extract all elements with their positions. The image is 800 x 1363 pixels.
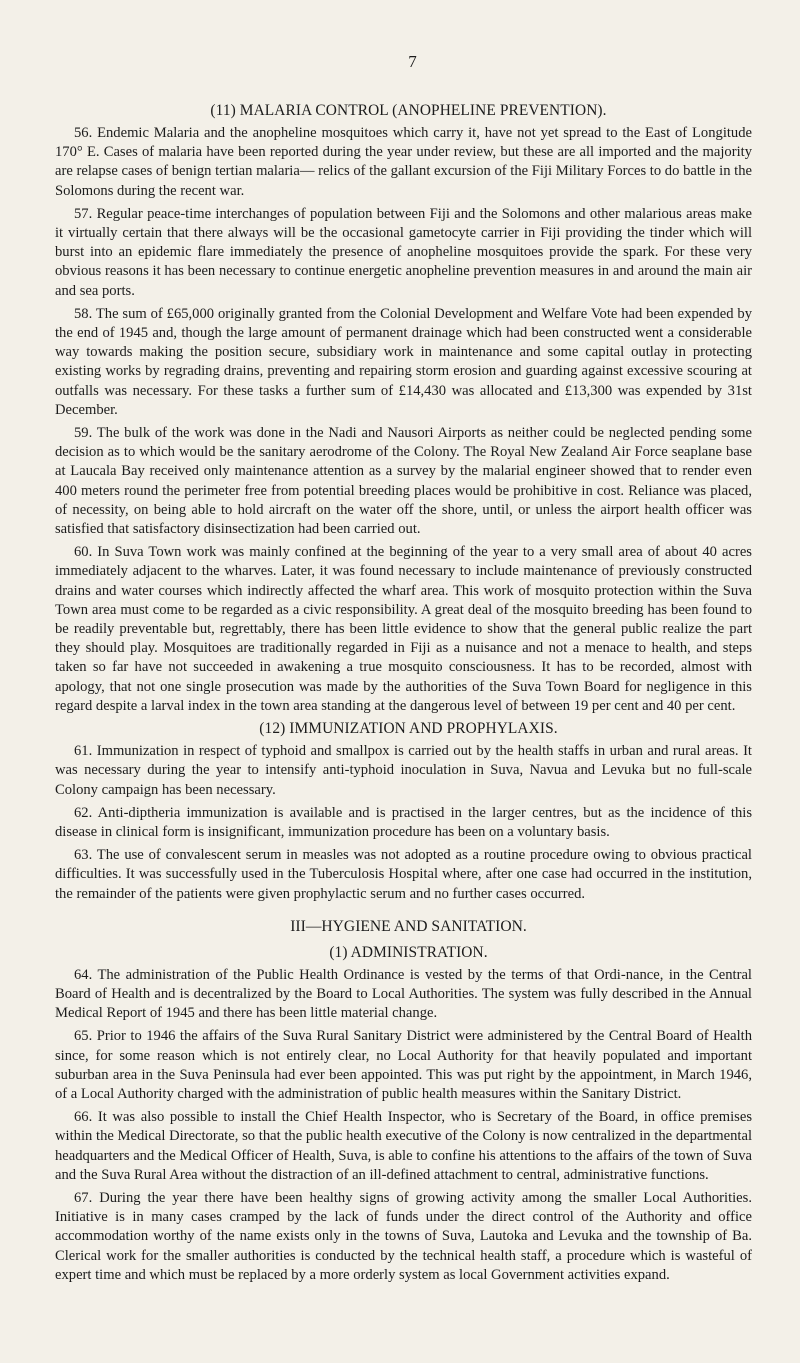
paragraph-61: 61. Immunization in respect of typhoid and smallpox is carried out by the health staffs in urban and rural areas. It was necessary during the year to intensify anti-typhoid inoculation in Suva, Navua and Levuka but no full-scale Colony campaign has been necessary. [55, 743, 752, 798]
section-heading-administration: (1) ADMINISTRATION. [329, 943, 488, 961]
part-heading-hygiene-sanitation: III—HYGIENE AND SANITATION. [290, 917, 527, 935]
paragraph-62: 62. Anti-diptheria immunization is available and is practised in the larger centres, but as the incidence of this disease in clinical form is insignificant, immunization procedure has been on a voluntary basis. [55, 804, 752, 840]
paragraph-65: 65. Prior to 1946 the affairs of the Suva Rural Sanitary District were administered by the Central Board of Health since, for some reason which is not entirely clear, no Local Authority for that heavily populated and important suburban area in the Suva Peninsula had ever been appointed. This was put right by the appointment, in March 1946, of a Local Authority charged with the administration of public health measures within the Sanitary District. [55, 1028, 752, 1102]
paragraph-57: 57. Regular peace-time interchanges of population between Fiji and the Solomons and other malarious areas make it virtually certain that there always will be the occasional gametocyte carrier in Fiji providing the tinder which will burst into an epidemic flare immediately the presence of anopheline mosquitoes provide the spark. For these very obvious reasons it has been necessary to continue energetic anopheline prevention measures in and around the main air and sea ports. [55, 205, 752, 299]
paragraph-67: 67. During the year there have been healthy signs of growing activity among the smaller Local Authorities. Initiative is in many cases cramped by the lack of funds under the direct control of the Authority and office accommodation worthy of the name exists only in the towns of Suva, Lautoka and Levuka and the township of Ba. Clerical work for the smaller authorities is conducted by the technical health staff, a procedure which is wasteful of expert time and which must be replaced by a more orderly system as local Government activities expand. [55, 1189, 752, 1283]
paragraph-60: 60. In Suva Town work was mainly confined at the beginning of the year to a very small area of about 40 acres immediately adjacent to the wharves. Later, it was found necessary to include maintenance of previously constructed drains and water courses which indirectly affected the wharf area. This work of mosquito protection within the Suva Town area must come to be regarded as a civic responsibility. A great deal of the mosquito breeding has been found to be readily preventable but, regrettably, there has been little evidence to show that the general public realize the part they should play. Mosquitoes are traditionally regarded in Fiji as a nuisance and not a menace to health, and steps taken so far have not succeeded in awakening a true mosquito consciousness. It has to be recorded, almost with apology, that not one single prosecution was made by the authorities of the Suva Town Board for negligence in this regard despite a larval index in the town area standing at the dangerous level of between 19 per cent and 40 per cent. [55, 544, 752, 714]
section-heading-malaria-control: (11) MALARIA CONTROL (ANOPHELINE PREVENTION). [210, 102, 607, 119]
page-number: 7 [408, 52, 417, 71]
paragraph-66: 66. It was also possible to install the Chief Health Inspector, who is Secretary of the Board, in office premises within the Medical Directorate, so that the public health executive of the Colony is now centralized in the departmental headquarters and the Medical Officer of Health, Suva, is able to confine his attentions to the affairs of the town of Suva and the Suva Rural Area without the distraction of an ill-defined attachment to central, administrative functions. [55, 1109, 752, 1183]
paragraph-56: 56. Endemic Malaria and the anopheline mosquitoes which carry it, have not yet spread to the East of Longitude 170° E. Cases of malaria have been reported during the year under review, but these are all imported and the majority are relapse cases of benign tertian malaria— relics of the gallant excursion of the Fiji Military Forces to do battle in the Solomons during the recent war. [55, 125, 752, 199]
paragraph-59: 59. The bulk of the work was done in the Nadi and Nausori Airports as neither could be neglected pending some decision as to which would be the sanitary aerodrome of the Colony. The Royal New Zealand Air Force seaplane base at Laucala Bay received only maintenance attention as a survey by the malarial engineer showed that to render even 400 meters round the perimeter free from potential breeding places would be prohibitive in cost. Reliance was placed, of necessity, on being able to hold aircraft on the water off the shore, until, or unless the airport health officer was satisfied that satisfactory disinsectization had been carried out. [55, 425, 752, 538]
paragraph-58: 58. The sum of £65,000 originally granted from the Colonial Development and Welfare Vote had been expended by the end of 1945 and, though the large amount of permanent drainage which had been constructed went a considerable way towards making the position secure, subsidiary work in maintenance and some capital outlay in protecting existing works by regrading drains, preventing and repairing storm erosion and guarding against excessive scouring at outfalls was necessary. For these tasks a further sum of £14,430 was allocated and £13,300 was expended by 31st December. [55, 305, 752, 418]
paragraph-63: 63. The use of convalescent serum in measles was not adopted as a routine procedure owing to obvious practical difficulties. It was successfully used in the Tuberculosis Hospital where, after one case had occurred in the institution, the remainder of the patients were given prophylactic serum and no further cases occurred. [55, 847, 752, 902]
paragraph-64: 64. The administration of the Public Health Ordinance is vested by the terms of that Ordi-nance, in the Central Board of Health and is decentralized by the Board to Local Authorities. The system was fully described in the Annual Medical Report of 1945 and there has been little material change. [55, 966, 752, 1022]
section-heading-immunization: (12) IMMUNIZATION AND PROPHYLAXIS. [259, 720, 558, 738]
